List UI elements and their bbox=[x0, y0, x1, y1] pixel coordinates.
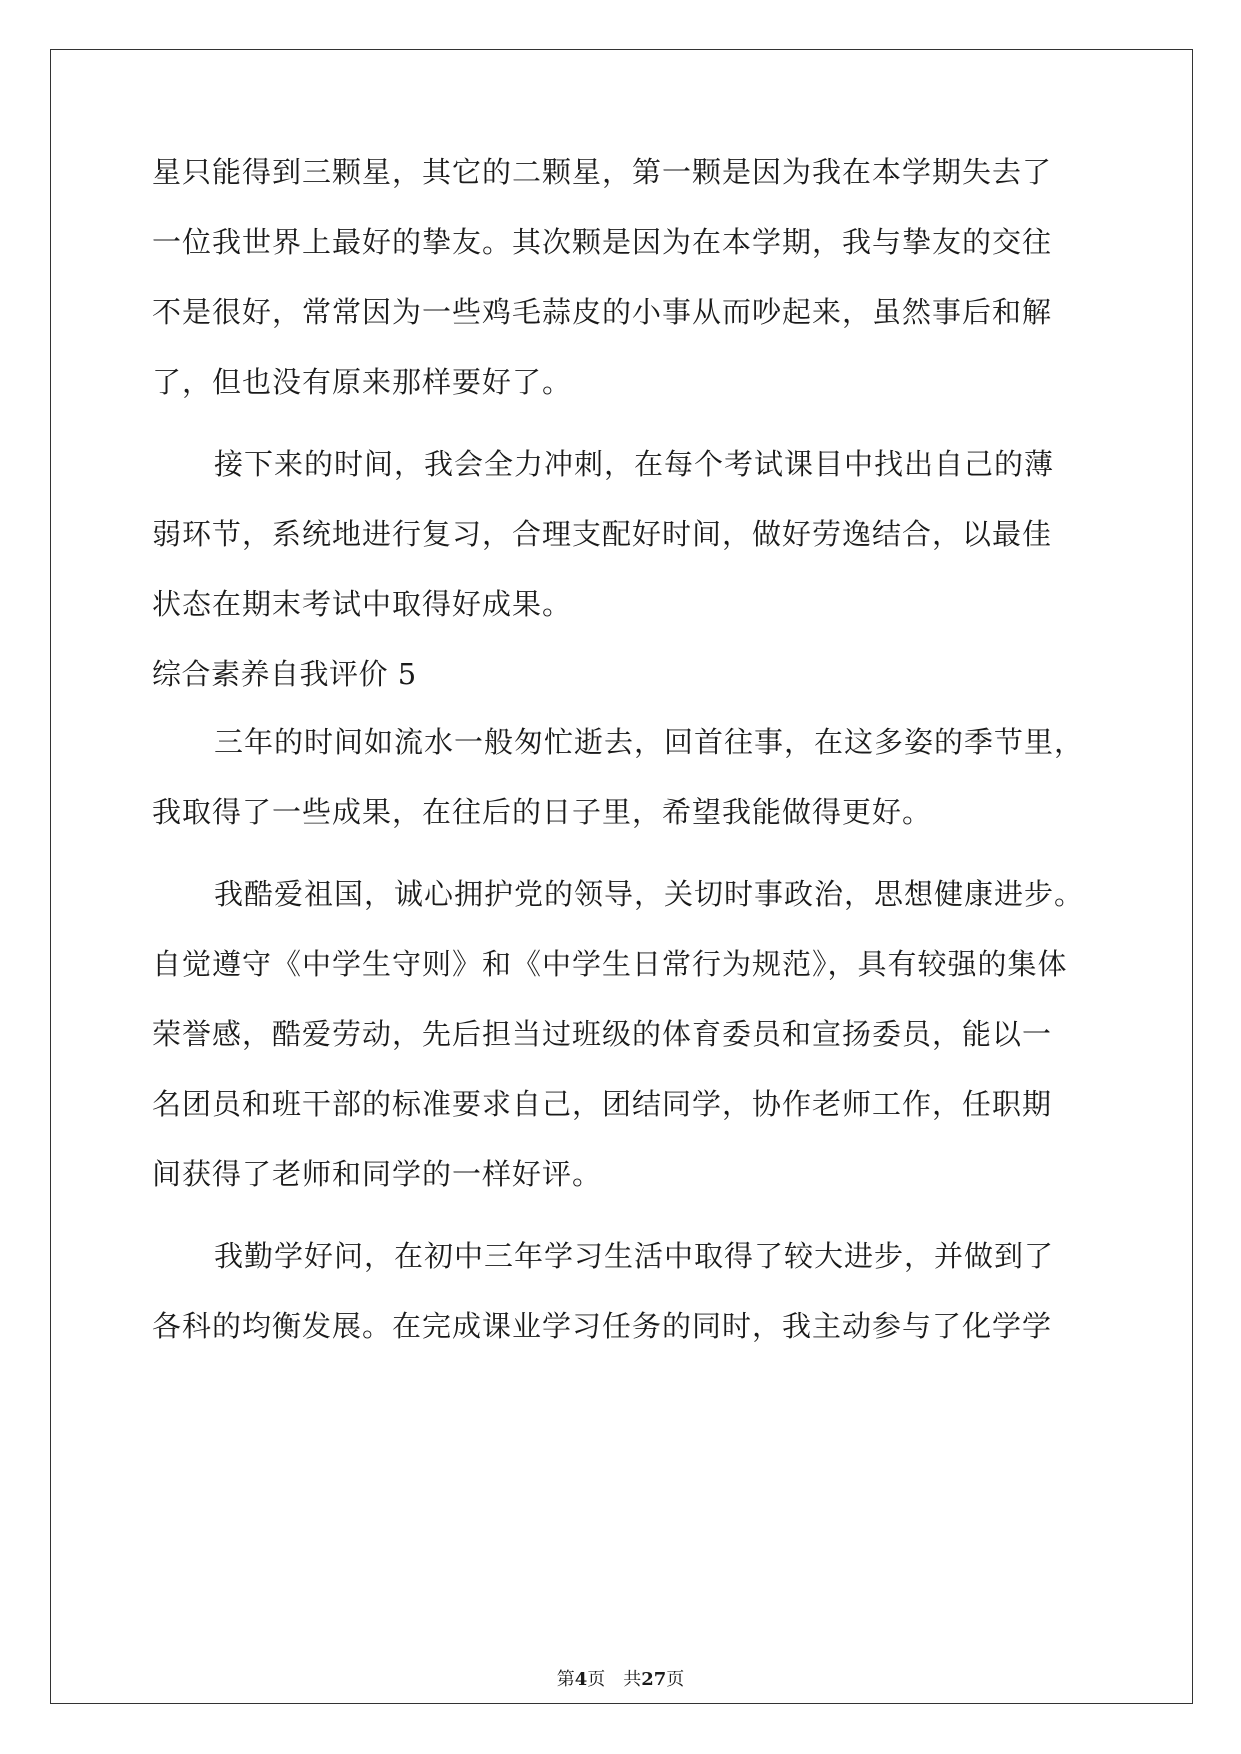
paragraph-line: 接下来的时间，我会全力冲刺，在每个考试课目中找出自己的薄 bbox=[214, 447, 1055, 481]
paragraph-line: 弱环节，系统地进行复习，合理支配好时间，做好劳逸结合，以最佳 bbox=[152, 517, 1053, 551]
total-prefix: 共 bbox=[623, 1669, 642, 1690]
paragraph-line: 我取得了一些成果，在往后的日子里，希望我能做得更好。 bbox=[152, 795, 933, 829]
paragraph-line: 各科的均衡发展。在完成课业学习任务的同时，我主动参与了化学学 bbox=[152, 1309, 1053, 1343]
paragraph-line: 自觉遵守《中学生守则》和《中学生日常行为规范》，具有较强的集体 bbox=[152, 947, 1068, 981]
page-prefix: 第 bbox=[556, 1669, 575, 1690]
section-heading: 综合素养自我评价 5 bbox=[152, 657, 417, 691]
paragraph-line: 状态在期末考试中取得好成果。 bbox=[152, 587, 573, 621]
page-footer bbox=[0, 1668, 1241, 1692]
paragraph-line: 我酷爱祖国，诚心拥护党的领导，关切时事政治，思想健康进步。 bbox=[214, 877, 1085, 911]
paragraph-line: 三年的时间如流水一般匆忙逝去，回首往事，在这多姿的季节里， bbox=[214, 725, 1085, 759]
paragraph-line: 间获得了老师和同学的一样好评。 bbox=[152, 1157, 603, 1191]
paragraph-line: 了，但也没有原来那样要好了。 bbox=[152, 365, 573, 399]
page-current: 4 bbox=[574, 1669, 588, 1690]
page-total: 27 bbox=[641, 1669, 667, 1690]
paragraph-line: 我勤学好问，在初中三年学习生活中取得了较大进步，并做到了 bbox=[214, 1239, 1055, 1273]
paragraph-line: 星只能得到三颗星，其它的二颗星，第一颗是因为我在本学期失去了 bbox=[152, 155, 1053, 189]
paragraph-line: 荣誉感，酷爱劳动，先后担当过班级的体育委员和宣扬委员，能以一 bbox=[152, 1017, 1053, 1051]
paragraph-line: 名团员和班干部的标准要求自己，团结同学，协作老师工作，任职期 bbox=[152, 1087, 1053, 1121]
paragraph-line: 不是很好，常常因为一些鸡毛蒜皮的小事从而吵起来，虽然事后和解 bbox=[152, 295, 1053, 329]
page-suffix: 页 bbox=[587, 1669, 606, 1690]
total-suffix: 页 bbox=[666, 1669, 685, 1690]
paragraph-line: 一位我世界上最好的挚友。其次颗是因为在本学期，我与挚友的交往 bbox=[152, 225, 1053, 259]
